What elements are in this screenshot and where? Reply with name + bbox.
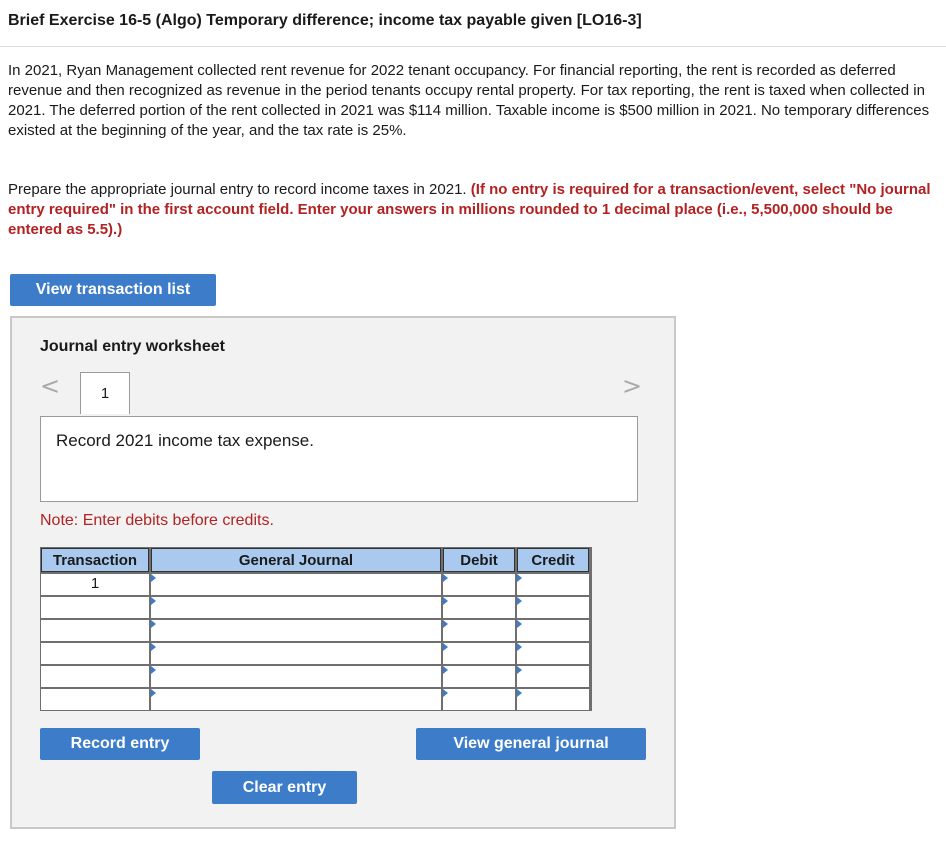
table-row-4-debit-field[interactable] [443,643,515,664]
page-title: Brief Exercise 16-5 (Algo) Temporary difference; income tax payable given [LO16-3] [8,12,642,29]
problem-statement: In 2021, Ryan Management collected rent revenue for 2022 tenant occupancy. For financial reporting, the rent is recorded as deferred revenue and then recognized as revenue in the period tenants occupy rental property. For tax reporting, the rent is taxed when collected in 2021. The deferred portion of the rent collected in 2021 was $114 million. Taxable income is $500 million in 2021. No temporary differences existed at the beginning of the year, and the tax rate is 25%. [8,62,930,139]
column-header-transaction: Transaction [41,548,149,572]
table-row-2-transaction [41,597,149,618]
transaction-description: Record 2021 income tax expense. [56,431,314,450]
clear-entry-button[interactable]: Clear entry [212,771,357,804]
table-row-4-account-field[interactable] [151,643,441,664]
column-header-debit: Debit [443,548,515,572]
table-row-5-account-field[interactable] [151,666,441,687]
instructions-prompt: Prepare the appropriate journal entry to record income taxes in 2021. [8,181,467,198]
column-header-general-journal: General Journal [151,548,441,572]
table-row-6-account-field[interactable] [151,689,441,710]
view-general-journal-button[interactable]: View general journal [416,728,646,760]
table-row-3-transaction [41,620,149,641]
table-row-2-debit-field[interactable] [443,597,515,618]
table-row-4-transaction [41,643,149,664]
table-row-5-debit-field[interactable] [443,666,515,687]
chevron-left-icon[interactable]: < [40,372,61,400]
entry-note: Note: Enter debits before credits. [40,512,274,529]
table-row-1-debit-field[interactable] [443,574,515,595]
table-row-1-transaction: 1 [41,574,149,595]
worksheet-title: Journal entry worksheet [40,338,225,355]
table-row-6-transaction [41,689,149,710]
table-row-5-transaction [41,666,149,687]
table-row-1-account-field[interactable] [151,574,441,595]
table-row-6-debit-field[interactable] [443,689,515,710]
table-row-1-credit-field[interactable] [517,574,589,595]
table-row-3-account-field[interactable] [151,620,441,641]
chevron-right-icon[interactable]: > [622,372,643,400]
table-row-6-credit-field[interactable] [517,689,589,710]
record-entry-button[interactable]: Record entry [40,728,200,760]
table-row-3-credit-field[interactable] [517,620,589,641]
journal-table [40,547,592,711]
view-transaction-list-button[interactable]: View transaction list [10,274,216,306]
journal-entry-worksheet [10,316,676,829]
table-row-3-debit-field[interactable] [443,620,515,641]
table-row-2-credit-field[interactable] [517,597,589,618]
instructions [8,180,940,240]
transaction-description-box [40,416,638,502]
worksheet-tab-1[interactable]: 1 [80,372,130,414]
table-row-5-credit-field[interactable] [517,666,589,687]
title-divider [0,46,946,47]
table-row-4-credit-field[interactable] [517,643,589,664]
column-header-credit: Credit [517,548,589,572]
instructions-emphasis: (If no entry is required for a transaction/event, select "No journal entry required" in the first account field. Enter your answers in millions rounded to 1 decimal place (i.e., 5,500,000 should be entered as 5.5).) [8,181,931,238]
table-row-2-account-field[interactable] [151,597,441,618]
